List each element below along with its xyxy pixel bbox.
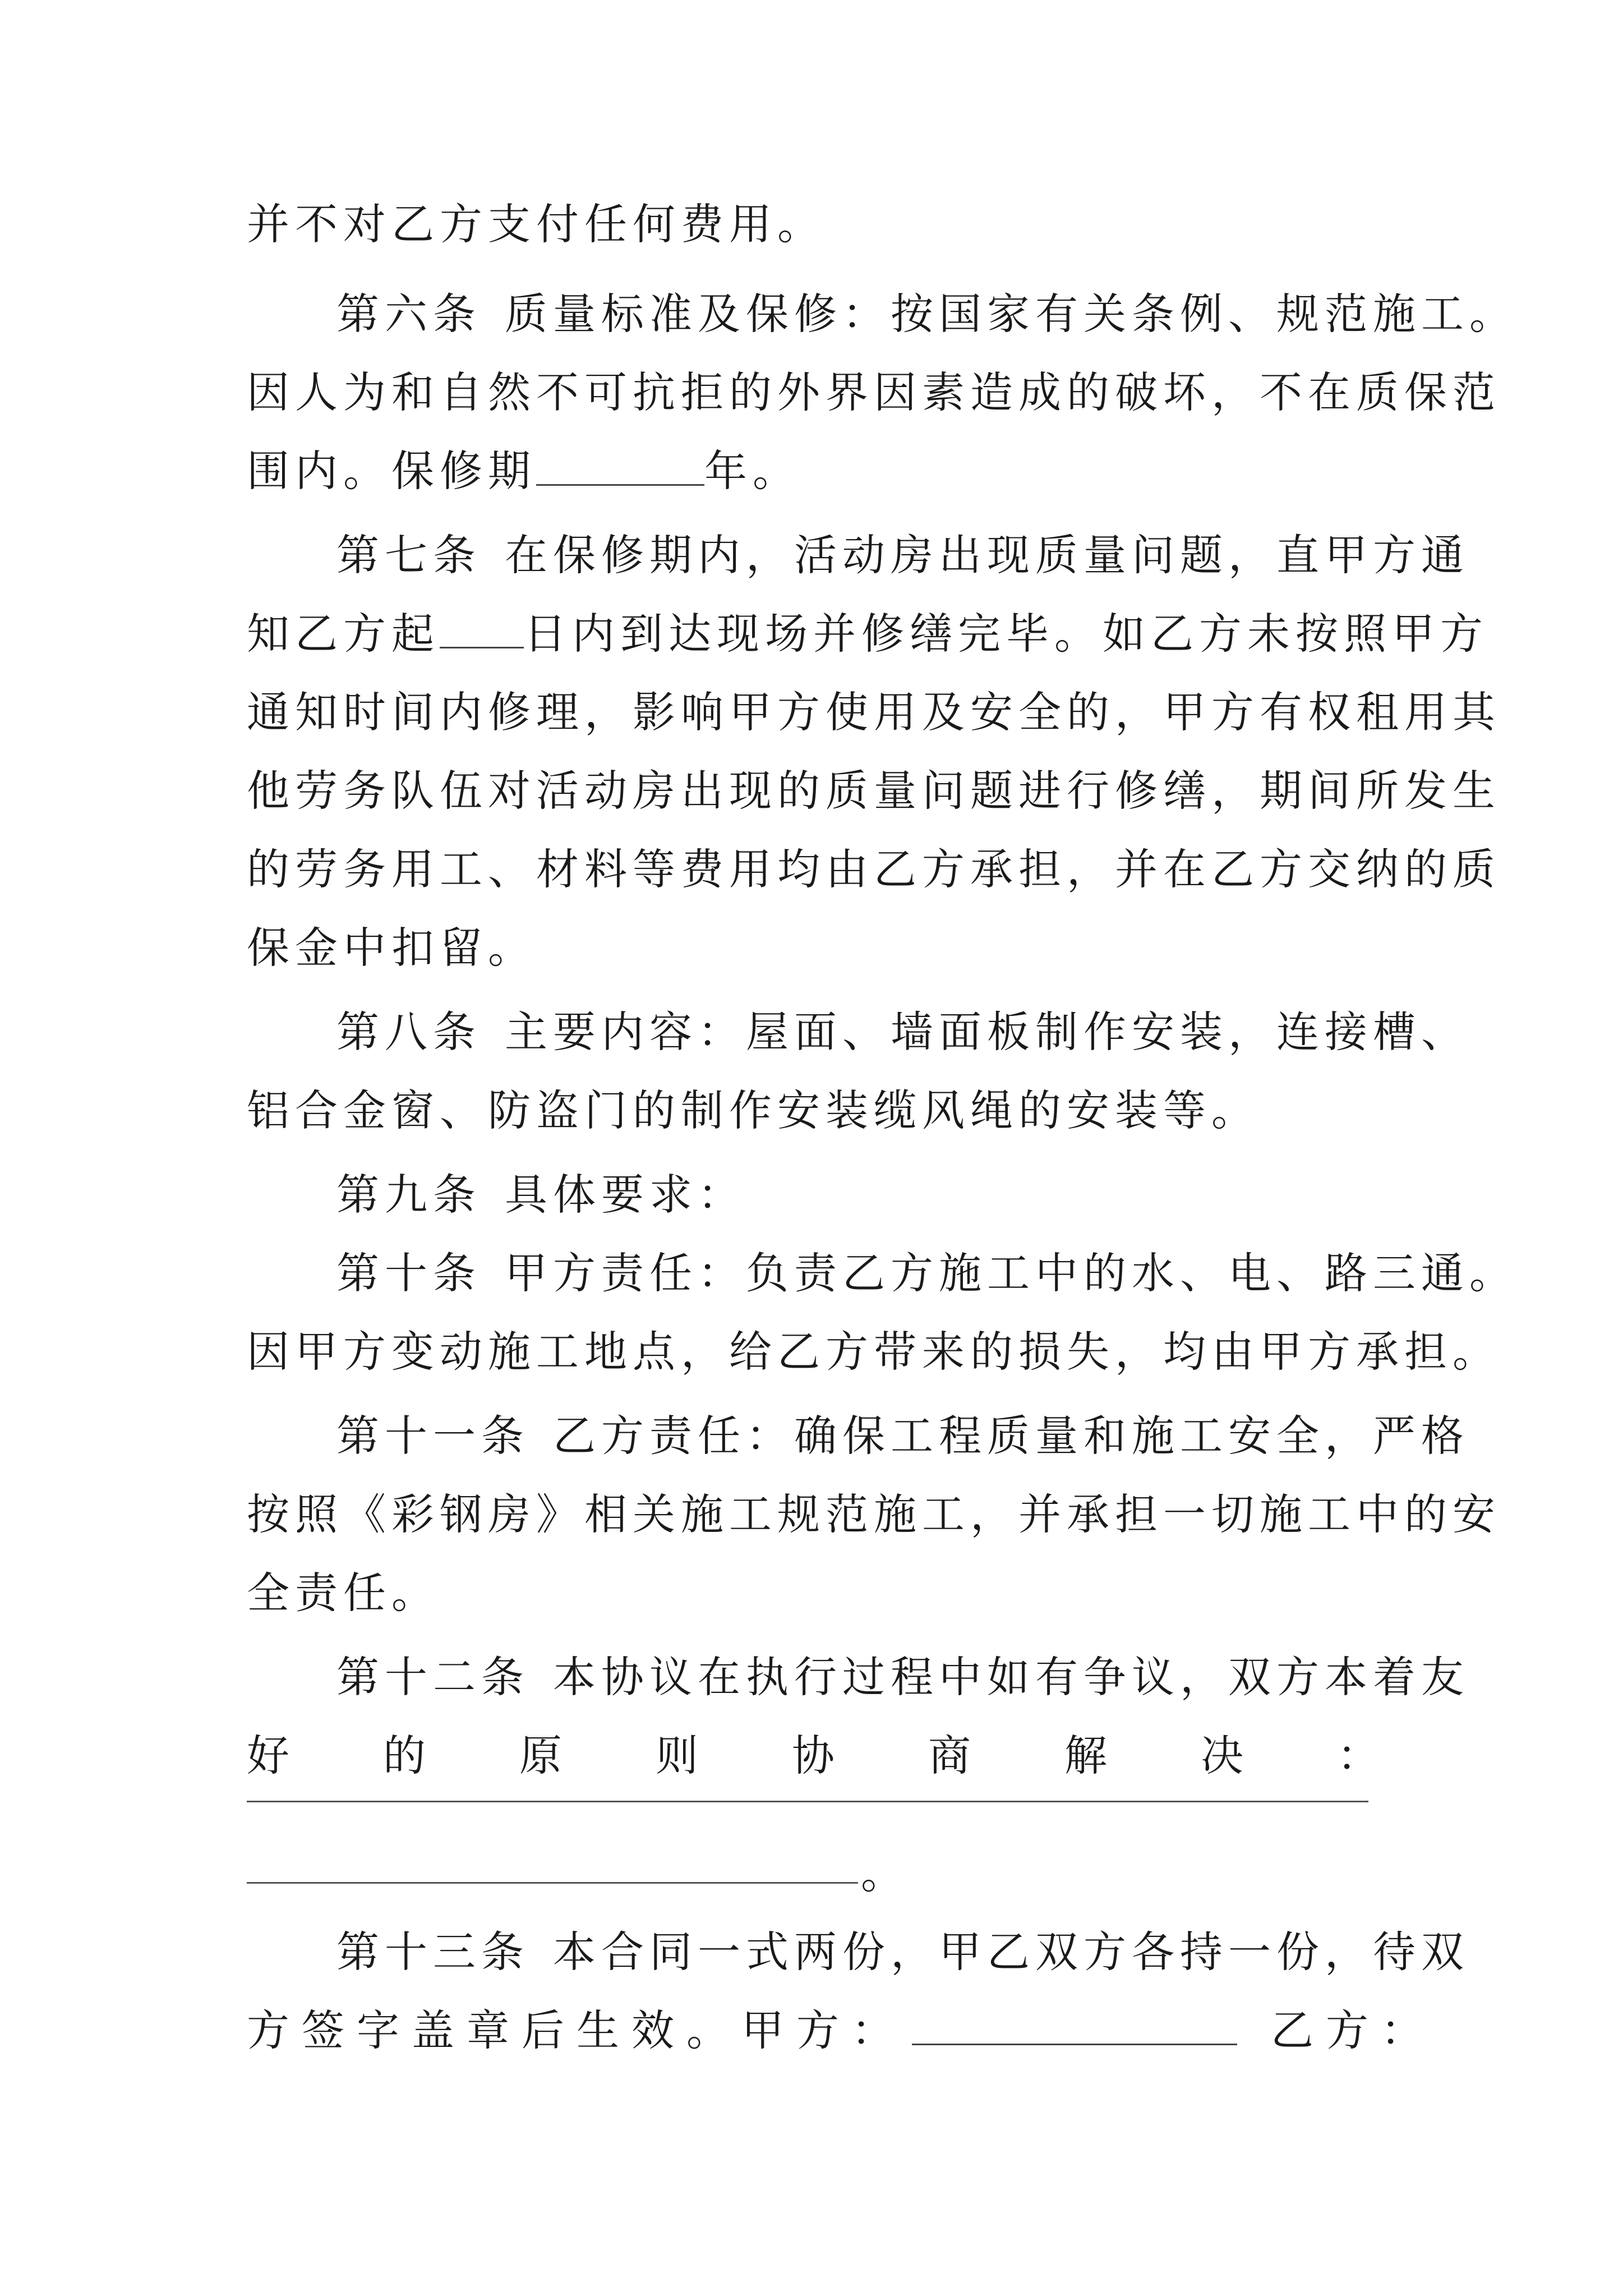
article-13-heading: 第十三条	[336, 1927, 529, 1977]
article-11-heading: 第十一条	[336, 1411, 529, 1461]
paragraph-line: 并不对乙方支付任何费用。	[247, 199, 826, 249]
article-6-text: 质量标准及保修：按国家有关条例、规范施工。	[505, 289, 1518, 339]
spread-char: 则	[656, 1731, 698, 1780]
party-b-label: 乙方：	[1271, 2005, 1436, 2055]
repair-days-blank	[440, 606, 524, 648]
article-8-heading: 第八条	[336, 1007, 481, 1057]
article-6-line	[336, 286, 1518, 342]
article-7-line	[247, 606, 1488, 662]
article-11-line	[336, 1408, 1469, 1464]
article-13-text: 方签字盖章后生效。甲方：	[247, 2005, 906, 2055]
article-7-text: 日内到达现场并修缮完毕。如乙方未按照甲方	[524, 609, 1488, 659]
article-7-line: 的劳务用工、材料等费用均由乙方承担，并在乙方交纳的质	[247, 844, 1501, 894]
article-7-text: 在保修期内，活动房出现质量问题，直甲方通	[505, 530, 1469, 580]
article-7-line: 他劳务队伍对活动房出现的质量问题进行修缮，期间所发生	[247, 766, 1501, 816]
article-6-text: 围内。保修期	[247, 446, 536, 496]
article-12-text: 本协议在执行过程中如有争议，双方本着友	[553, 1652, 1469, 1702]
article-12-line	[336, 1649, 1469, 1705]
article-13-line	[336, 1924, 1469, 1980]
article-10-heading: 第十条	[336, 1248, 481, 1298]
spread-char: 协	[792, 1731, 834, 1780]
article-6-line	[247, 443, 801, 499]
dispute-resolution-blank	[247, 1801, 1368, 1802]
spread-char: 的	[383, 1731, 426, 1780]
article-7-heading: 第七条	[336, 530, 481, 580]
article-7-text: 知乙方起	[247, 609, 440, 659]
spread-char: 好	[247, 1731, 289, 1780]
article-6-text: 年。	[704, 446, 801, 496]
article-10-line: 因甲方变动施工地点，给乙方带来的损失，均由甲方承担。	[247, 1327, 1501, 1377]
article-9-line	[336, 1167, 746, 1223]
article-7-line: 通知时间内修理，影响甲方使用及安全的，甲方有权租用其	[247, 687, 1501, 737]
spread-char: 决	[1201, 1731, 1243, 1780]
spread-char: 解	[1064, 1731, 1107, 1780]
dispute-resolution-blank	[247, 1882, 858, 1884]
article-11-text: 乙方责任：确保工程质量和施工安全，严格	[553, 1411, 1469, 1461]
article-9-heading: 第九条	[336, 1170, 481, 1220]
article-13-text: 本合同一式两份，甲乙双方各持一份，待双	[553, 1927, 1469, 1977]
article-10-line	[336, 1245, 1518, 1301]
party-a-signature-blank	[912, 2003, 1237, 2045]
article-12-spread-line	[247, 1728, 1380, 1784]
article-9-text: 具体要求：	[505, 1170, 746, 1220]
article-11-line: 按照《彩钢房》相关施工规范施工，并承担一切施工中的安	[247, 1489, 1501, 1539]
article-12-heading: 第十二条	[336, 1652, 529, 1702]
spread-char: 商	[928, 1731, 971, 1780]
article-10-text: 甲方责任：负责乙方施工中的水、电、路三通。	[505, 1248, 1518, 1298]
article-6-line: 因人为和自然不可抗拒的外界因素造成的破坏，不在质保范	[247, 367, 1501, 417]
article-8-text: 主要内容：屋面、墙面板制作安装，连接槽、	[505, 1007, 1469, 1057]
article-6-heading: 第六条	[336, 289, 481, 339]
spread-char: ：	[1337, 1731, 1380, 1780]
sentence-end-mark: 。	[861, 1848, 909, 1898]
article-8-line: 铝合金窗、防盗门的制作安装缆风绳的安装等。	[247, 1085, 1260, 1135]
spread-char: 原	[519, 1731, 562, 1780]
article-7-line	[336, 527, 1469, 583]
article-8-line	[336, 1004, 1469, 1060]
warranty-years-blank	[536, 444, 704, 486]
article-7-line: 保金中扣留。	[247, 923, 536, 973]
article-13-line	[247, 2003, 1436, 2059]
article-11-line: 全责任。	[247, 1568, 440, 1618]
